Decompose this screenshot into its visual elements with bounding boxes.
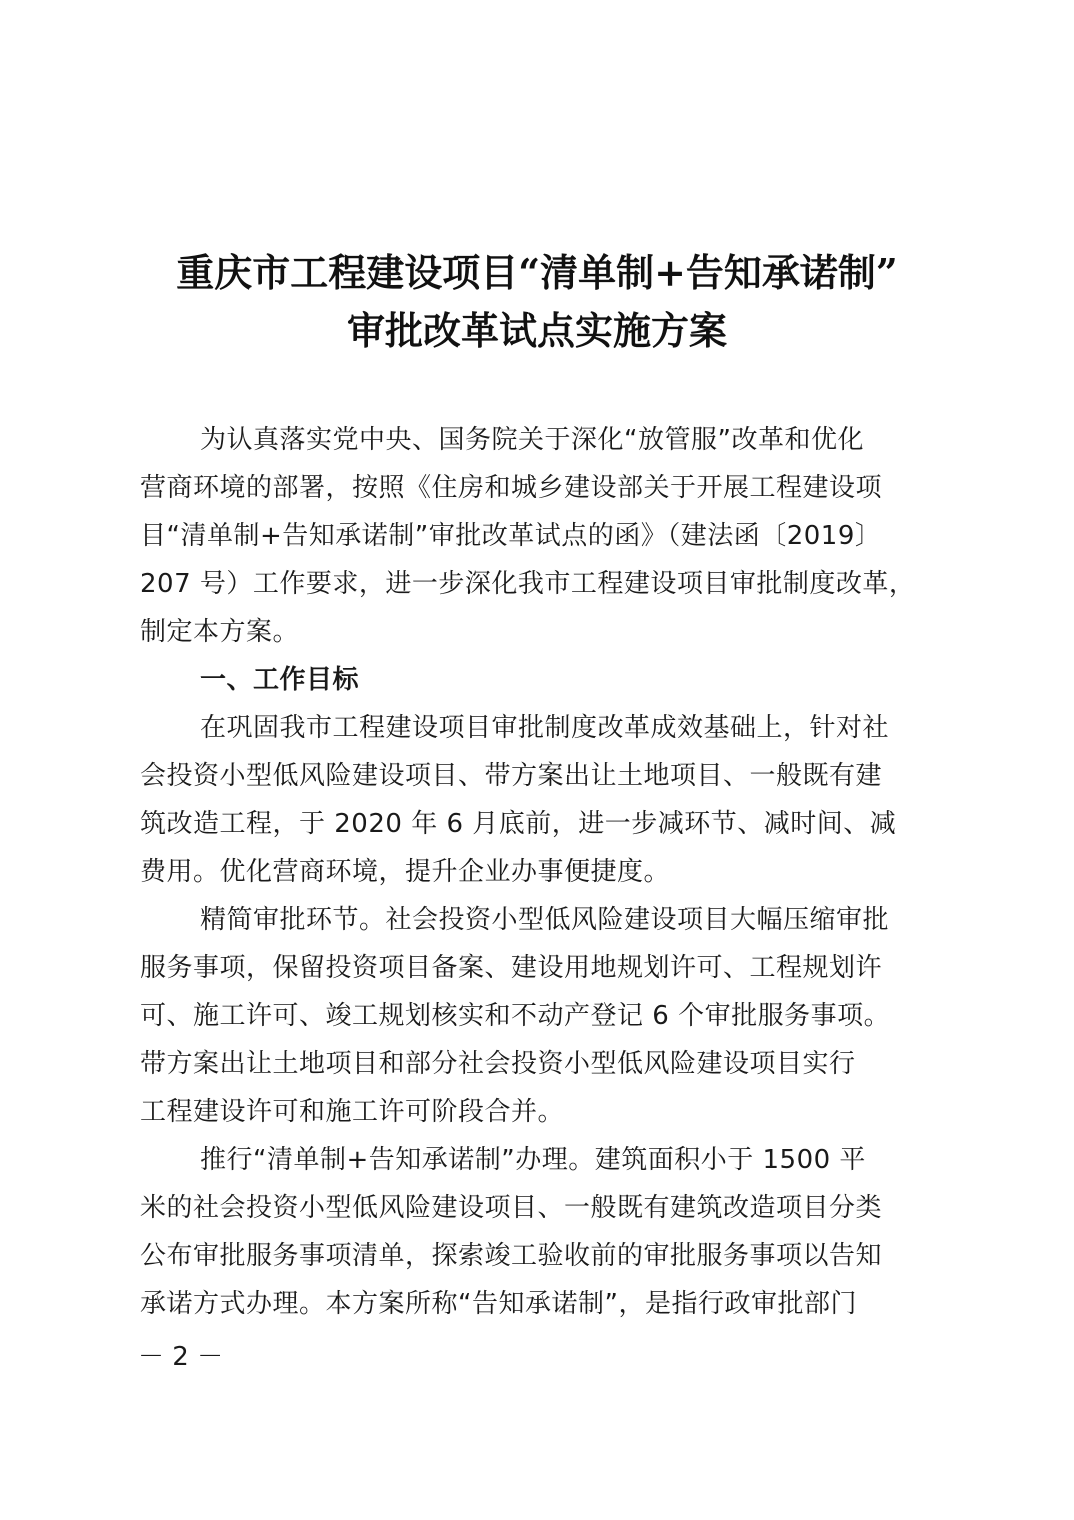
paragraph-line: 可、施工许可、竣工规划核实和不动产登记 6 个审批服务事项。 (140, 1001, 891, 1031)
paragraph-promote (140, 1136, 940, 1328)
paragraph-line: 米的社会投资小型低风险建设项目、一般既有建筑改造项目分类 (140, 1193, 883, 1223)
heading-line: 一、工作目标 (200, 665, 360, 695)
document-title-line-2: 审批改革试点实施方案 (346, 308, 727, 353)
paragraph-line: 公布审批服务事项清单，探索竣工验收前的审批服务事项以告知 (140, 1241, 883, 1271)
page-number: － 2 － (138, 1342, 224, 1372)
paragraph-line: 营商环境的部署，按照《住房和城乡建设部关于开展工程建设项 (140, 473, 883, 503)
paragraph-line: 目“清单制+告知承诺制”审批改革试点的函》（建法函〔2019〕 (140, 521, 882, 551)
document-title-line-1: 重庆市工程建设项目“清单制+告知承诺制” (176, 250, 898, 295)
paragraph-intro (140, 416, 940, 656)
section-heading-goals (140, 656, 940, 704)
paragraph-line: 会投资小型低风险建设项目、带方案出让土地项目、一般既有建 (140, 761, 883, 791)
paragraph-line: 费用。优化营商环境，提升企业办事便捷度。 (140, 857, 671, 887)
paragraph-line: 工程建设许可和施工许可阶段合并。 (140, 1097, 565, 1127)
paragraph-line: 制定本方案。 (140, 617, 300, 647)
paragraph-line: 推行“清单制+告知承诺制”办理。建筑面积小于 1500 平 (200, 1145, 866, 1175)
paragraph-line: 服务事项，保留投资项目备案、建设用地规划许可、工程规划许 (140, 953, 883, 983)
paragraph-line: 207 号）工作要求，进一步深化我市工程建设项目审批制度改革， (140, 569, 916, 599)
paragraph-goals (140, 704, 940, 896)
paragraph-line: 精简审批环节。社会投资小型低风险建设项目大幅压缩审批 (200, 905, 890, 935)
paragraph-line: 筑改造工程，于 2020 年 6 月底前，进一步减环节、减时间、减 (140, 809, 897, 839)
document-body (140, 416, 940, 1328)
paragraph-simplify (140, 896, 940, 1136)
paragraph-line: 承诺方式办理。本方案所称“告知承诺制”，是指行政审批部门 (140, 1289, 857, 1319)
paragraph-line: 带方案出让土地项目和部分社会投资小型低风险建设项目实行 (140, 1049, 856, 1079)
paragraph-line: 为认真落实党中央、国务院关于深化“放管服”改革和优化 (200, 425, 864, 455)
paragraph-line: 在巩固我市工程建设项目审批制度改革成效基础上，针对社 (200, 713, 890, 743)
